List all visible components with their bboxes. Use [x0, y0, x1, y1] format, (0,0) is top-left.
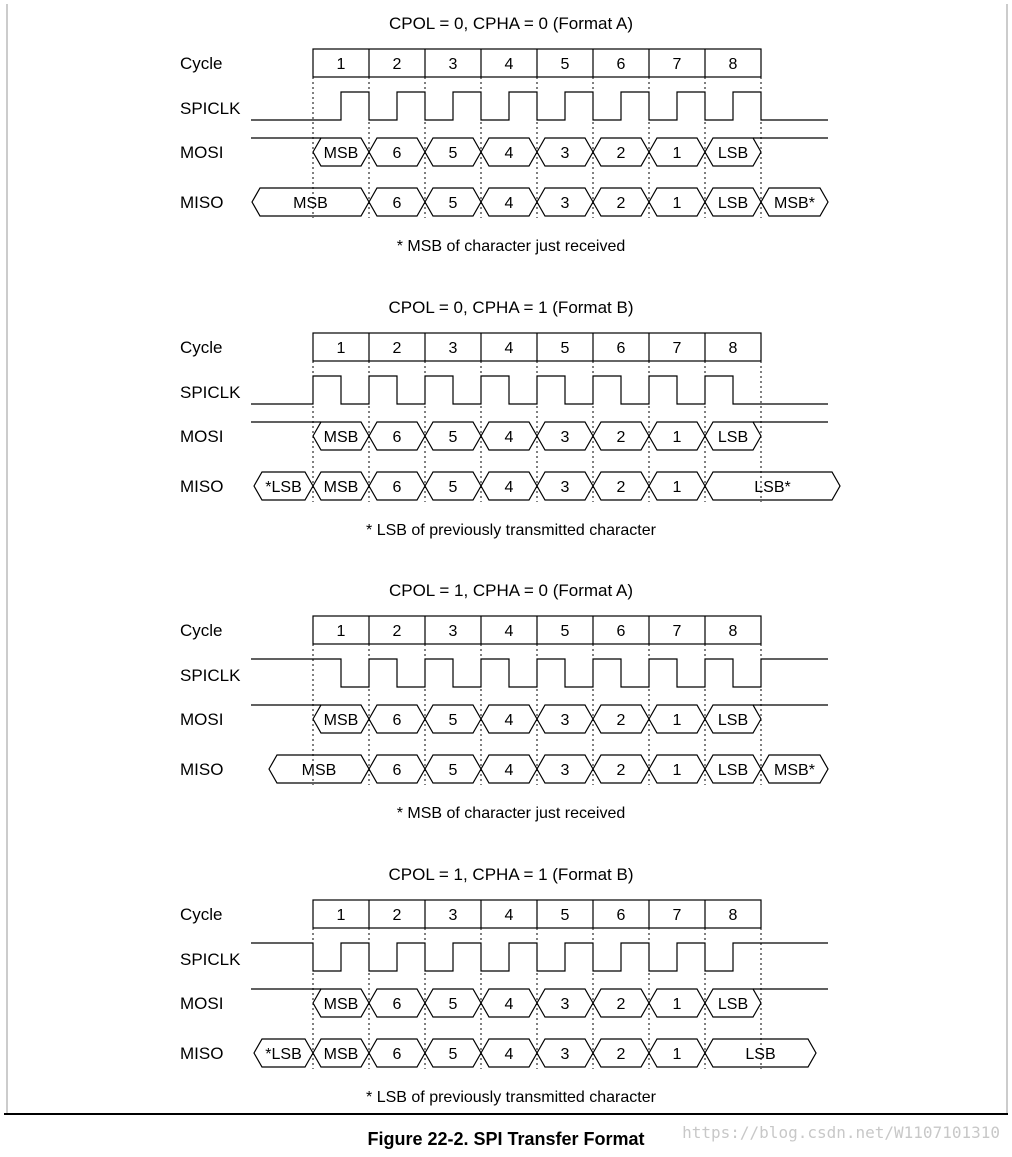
watermark: https://blog.csdn.net/W1107101310 — [682, 1123, 1000, 1142]
row-label-miso: MISO — [180, 193, 224, 212]
mosi-bit-label: 6 — [392, 429, 402, 446]
mosi-bit-label: 5 — [448, 145, 458, 162]
cycle-number: 5 — [560, 340, 570, 357]
cycle-number: 7 — [672, 623, 682, 640]
miso-bit-label: 2 — [616, 479, 626, 496]
row-label-mosi: MOSI — [180, 994, 224, 1013]
mosi-bit-label: 2 — [616, 429, 626, 446]
cycle-number: 6 — [616, 907, 626, 924]
mosi-bit-label: LSB — [717, 996, 749, 1013]
mosi-bit-label: 4 — [504, 712, 514, 729]
panel-footnote: * LSB of previously transmitted character — [366, 1089, 656, 1106]
miso-bit-label: 6 — [392, 479, 402, 496]
spiclk-waveform — [251, 92, 828, 120]
miso-bit-label: 5 — [448, 479, 458, 496]
miso-bit-label: 5 — [448, 762, 458, 779]
row-label-spiclk: SPICLK — [180, 383, 241, 402]
miso-bit-label: 3 — [560, 1046, 570, 1063]
row-label-miso: MISO — [180, 760, 224, 779]
miso-bit-label: 4 — [504, 195, 514, 212]
miso-bit-label: 1 — [672, 195, 682, 212]
cycle-number: 2 — [392, 56, 402, 73]
cycle-number: 3 — [448, 623, 458, 640]
cycle-number: 3 — [448, 340, 458, 357]
cycle-number: 4 — [504, 623, 514, 640]
cycle-number: 1 — [336, 623, 346, 640]
mosi-bit-label: 2 — [616, 145, 626, 162]
miso-lead-label: MSB — [293, 195, 328, 212]
cycle-number: 2 — [392, 340, 402, 357]
mosi-bit-label: 5 — [448, 429, 458, 446]
mosi-bit-label: 5 — [448, 712, 458, 729]
row-label-mosi: MOSI — [180, 427, 224, 446]
miso-lead-label: *LSB — [265, 1046, 302, 1063]
timing-panel-1 — [180, 14, 828, 255]
cycle-number: 4 — [504, 56, 514, 73]
mosi-bit-label: 6 — [392, 712, 402, 729]
mosi-bit-label: 2 — [616, 712, 626, 729]
panel-footnote: * MSB of character just received — [396, 805, 626, 822]
miso-bit-label: 4 — [504, 1046, 514, 1063]
cycle-number: 3 — [448, 907, 458, 924]
spiclk-waveform — [251, 659, 828, 687]
cycle-number: 1 — [336, 56, 346, 73]
miso-bit-label: 1 — [672, 762, 682, 779]
mosi-bit-label: 1 — [672, 996, 682, 1013]
cycle-number: 5 — [560, 56, 570, 73]
mosi-bit-label: 4 — [504, 996, 514, 1013]
figure-caption: Figure 22-2. SPI Transfer Format — [367, 1129, 645, 1149]
mosi-bit-label: MSB — [323, 429, 359, 446]
row-label-cycle: Cycle — [180, 905, 223, 924]
miso-bit-label: 3 — [560, 479, 570, 496]
cycle-number: 6 — [616, 340, 626, 357]
cycle-number: 8 — [728, 56, 738, 73]
timing-panel-2 — [180, 298, 840, 539]
panel-title: CPOL = 1, CPHA = 0 (Format A) — [388, 581, 634, 600]
row-label-spiclk: SPICLK — [180, 950, 241, 969]
miso-bit-label: 5 — [448, 195, 458, 212]
timing-panel-4 — [180, 865, 828, 1106]
spiclk-waveform — [251, 943, 828, 971]
mosi-bit-label: 2 — [616, 996, 626, 1013]
row-label-cycle: Cycle — [180, 54, 223, 73]
cycle-number: 1 — [336, 340, 346, 357]
cycle-number: 8 — [728, 340, 738, 357]
miso-bit-label: 6 — [392, 762, 402, 779]
cycle-number: 7 — [672, 907, 682, 924]
miso-bit-label: LSB — [717, 762, 749, 779]
miso-bit-label: 6 — [392, 195, 402, 212]
mosi-bit-label: 1 — [672, 145, 682, 162]
mosi-bit-label: MSB — [323, 996, 359, 1013]
miso-bit-label: LSB — [717, 195, 749, 212]
row-label-spiclk: SPICLK — [180, 666, 241, 685]
miso-bit-label: 2 — [616, 762, 626, 779]
mosi-bit-label: MSB — [323, 145, 359, 162]
cycle-number: 8 — [728, 623, 738, 640]
cycle-number: 3 — [448, 56, 458, 73]
cycle-number: 4 — [504, 340, 514, 357]
miso-lead-label: *LSB — [265, 479, 302, 496]
mosi-bit-label: MSB — [323, 712, 359, 729]
row-label-cycle: Cycle — [180, 621, 223, 640]
miso-bit-label: 2 — [616, 195, 626, 212]
mosi-bit-label: 5 — [448, 996, 458, 1013]
miso-lead-label: MSB — [301, 762, 337, 779]
miso-tail-label: LSB* — [754, 479, 791, 496]
miso-bit-label: 4 — [504, 479, 514, 496]
cycle-number: 5 — [560, 623, 570, 640]
mosi-bit-label: 3 — [560, 996, 570, 1013]
miso-bit-label: 5 — [448, 1046, 458, 1063]
row-label-mosi: MOSI — [180, 710, 224, 729]
cycle-number: 2 — [392, 907, 402, 924]
miso-bit-label: 1 — [672, 1046, 682, 1063]
miso-bit-label: MSB — [323, 479, 359, 496]
miso-tail-label: LSB — [745, 1046, 776, 1063]
mosi-bit-label: LSB — [717, 429, 749, 446]
cycle-number: 6 — [616, 56, 626, 73]
mosi-bit-label: LSB — [717, 145, 749, 162]
mosi-bit-label: 1 — [672, 429, 682, 446]
spiclk-waveform — [251, 376, 828, 404]
panel-footnote: * MSB of character just received — [396, 238, 626, 255]
cycle-number: 4 — [504, 907, 514, 924]
mosi-bit-label: 4 — [504, 145, 514, 162]
cycle-number: 1 — [336, 907, 346, 924]
cycle-number: 7 — [672, 340, 682, 357]
mosi-bit-label: 1 — [672, 712, 682, 729]
cycle-number: 6 — [616, 623, 626, 640]
mosi-bit-label: 3 — [560, 145, 570, 162]
cycle-number: 8 — [728, 907, 738, 924]
miso-bit-label: 3 — [560, 762, 570, 779]
mosi-bit-label: 3 — [560, 429, 570, 446]
mosi-bit-label: LSB — [717, 712, 749, 729]
panel-footnote: * LSB of previously transmitted character — [366, 522, 656, 539]
row-label-mosi: MOSI — [180, 143, 224, 162]
mosi-bit-label: 6 — [392, 145, 402, 162]
panel-title: CPOL = 0, CPHA = 1 (Format B) — [388, 298, 634, 317]
miso-bit-label: 2 — [616, 1046, 626, 1063]
row-label-cycle: Cycle — [180, 338, 223, 357]
mosi-bit-label: 4 — [504, 429, 514, 446]
cycle-number: 7 — [672, 56, 682, 73]
panel-title: CPOL = 0, CPHA = 0 (Format A) — [388, 14, 634, 33]
mosi-bit-label: 6 — [392, 996, 402, 1013]
cycle-number: 2 — [392, 623, 402, 640]
miso-bit-label: 6 — [392, 1046, 402, 1063]
cycle-number: 5 — [560, 907, 570, 924]
miso-tail-label: MSB* — [774, 762, 815, 779]
miso-bit-label: MSB — [323, 1046, 359, 1063]
miso-bit-label: 1 — [672, 479, 682, 496]
row-label-miso: MISO — [180, 477, 224, 496]
timing-panel-3 — [180, 581, 828, 822]
row-label-spiclk: SPICLK — [180, 99, 241, 118]
miso-bit-label: 4 — [504, 762, 514, 779]
row-label-miso: MISO — [180, 1044, 224, 1063]
panel-title: CPOL = 1, CPHA = 1 (Format B) — [388, 865, 634, 884]
mosi-bit-label: 3 — [560, 712, 570, 729]
miso-bit-label: 3 — [560, 195, 570, 212]
miso-tail-label: MSB* — [774, 195, 815, 212]
